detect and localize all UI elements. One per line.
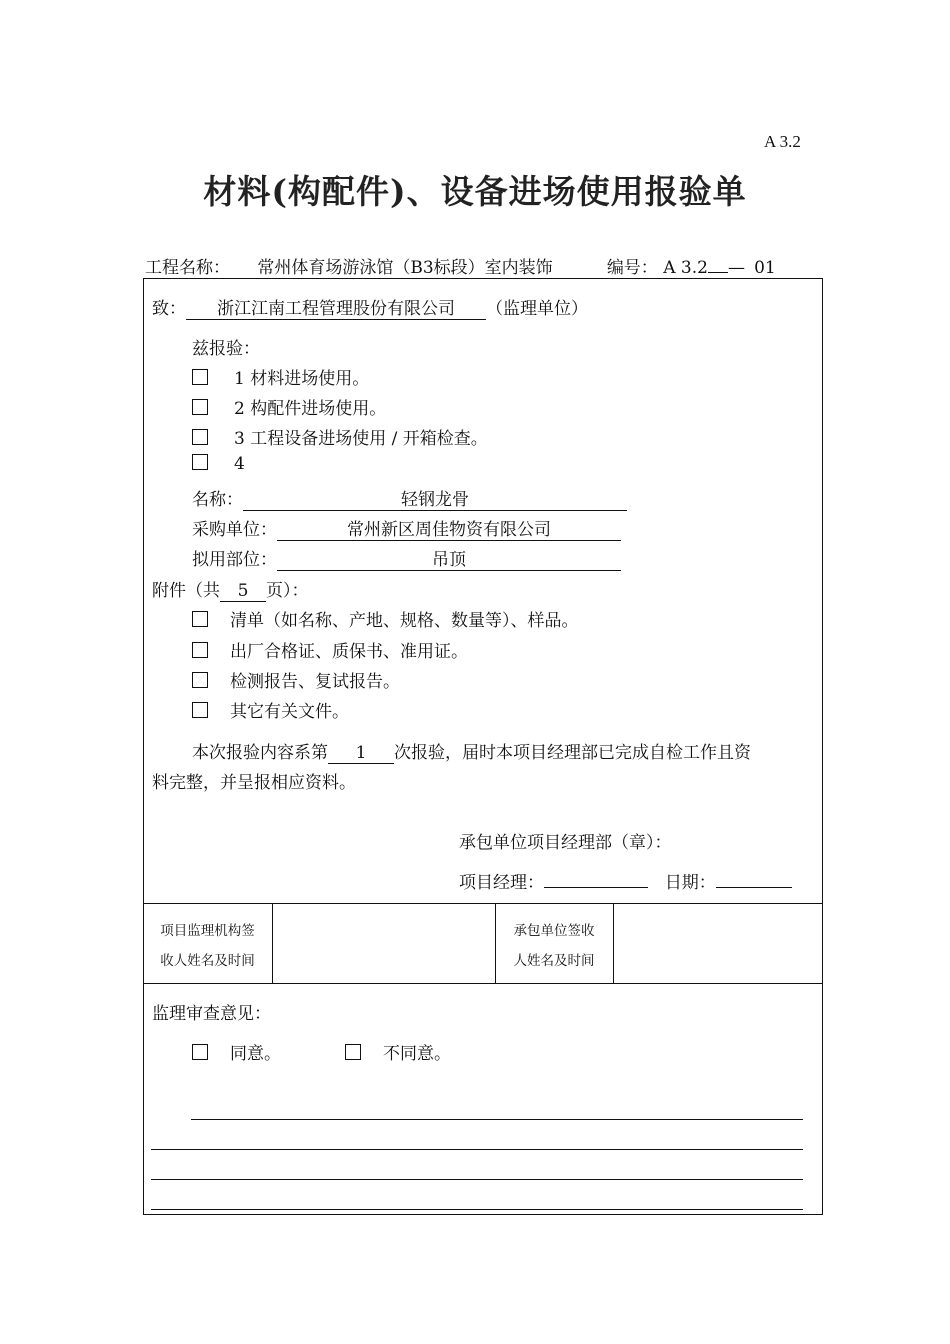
date-label: 日期： xyxy=(664,873,716,893)
attachment-checkbox[interactable] xyxy=(192,702,208,718)
review-agree[interactable] xyxy=(192,1039,281,1064)
submission-number[interactable]: 1 xyxy=(328,743,394,764)
project-label: 工程名称： xyxy=(145,258,230,278)
attachment-report[interactable] xyxy=(192,667,400,692)
contractor-receipt-line-2: 人姓名及时间 xyxy=(513,953,595,969)
page-title: 材料(构配件)、设备进场使用报验单 xyxy=(203,172,747,211)
row-separator-2 xyxy=(143,983,823,984)
submission-prefix: 本次报验内容系第 xyxy=(192,743,328,763)
disagree-checkbox[interactable] xyxy=(345,1044,361,1060)
review-disagree[interactable] xyxy=(345,1039,451,1064)
usage-field xyxy=(192,545,621,571)
to-label: 致： xyxy=(152,299,186,319)
manager-signature[interactable] xyxy=(544,887,648,888)
item-label: 2 构配件进场使用。 xyxy=(234,399,387,419)
date-field[interactable] xyxy=(716,887,792,888)
attachment-label: 检测报告、复试报告。 xyxy=(230,672,400,692)
contractor-dept-label: 承包单位项目经理部（章）： xyxy=(459,833,672,853)
item-material[interactable] xyxy=(192,364,369,389)
attachment-other[interactable] xyxy=(192,697,349,722)
supervisor-receipt-label xyxy=(143,916,272,976)
attachments-count[interactable]: 5 xyxy=(220,581,266,602)
number-label: 编号： xyxy=(606,258,658,278)
review-line-3[interactable] xyxy=(151,1179,803,1180)
item-other[interactable] xyxy=(192,454,245,474)
number-dash: — xyxy=(727,258,745,278)
item-checkbox[interactable] xyxy=(192,369,208,385)
purchaser-label: 采购单位： xyxy=(192,520,277,540)
disagree-label: 不同意。 xyxy=(383,1044,451,1064)
header-line xyxy=(145,253,785,279)
number-value[interactable]: 01 xyxy=(745,258,785,279)
contractor-receipt-label xyxy=(495,916,613,976)
contractor-receipt-line-1: 承包单位签收 xyxy=(513,923,595,939)
form-code: A 3.2 xyxy=(764,132,801,151)
attachment-label: 其它有关文件。 xyxy=(230,702,349,722)
attachment-checkbox[interactable] xyxy=(192,672,208,688)
usage-label: 拟用部位： xyxy=(192,550,277,570)
recipient[interactable]: 浙江江南工程管理股份有限公司 xyxy=(186,299,486,320)
purchaser-field xyxy=(192,515,621,541)
attachment-list[interactable] xyxy=(192,606,579,631)
name-value[interactable]: 轻钢龙骨 xyxy=(243,490,627,511)
review-label: 监理审查意见： xyxy=(152,1004,271,1024)
attachment-label: 清单（如名称、产地、规格、数量等）、样品。 xyxy=(230,611,579,631)
name-label: 名称： xyxy=(192,490,243,510)
manager-label: 项目经理： xyxy=(459,873,544,893)
item-label: 1 材料进场使用。 xyxy=(234,369,370,389)
attachment-checkbox[interactable] xyxy=(192,611,208,627)
agree-checkbox[interactable] xyxy=(192,1044,208,1060)
submission-line-2: 料完整，并呈报相应资料。 xyxy=(152,773,356,793)
item-components[interactable] xyxy=(192,394,386,419)
item-equipment[interactable] xyxy=(192,424,488,449)
manager-date-line xyxy=(459,868,792,893)
to-suffix: （监理单位） xyxy=(486,299,588,319)
attachments-line xyxy=(152,576,309,602)
contractor-receipt-field[interactable] xyxy=(614,904,822,982)
submission-rest: 次报验，届时本项目经理部已完成自检工作且资 xyxy=(394,743,751,763)
supervisor-receipt-field[interactable] xyxy=(273,904,494,982)
intro-text: 兹报验： xyxy=(192,339,260,359)
name-field xyxy=(192,485,627,511)
project-name[interactable]: 常州体育场游泳馆（B3标段）室内装饰 xyxy=(230,258,580,279)
item-checkbox[interactable] xyxy=(192,429,208,445)
agree-label: 同意。 xyxy=(230,1044,281,1064)
supervisor-receipt-line-1: 项目监理机构签 xyxy=(160,923,255,939)
attachments-prefix: 附件（共 xyxy=(152,581,220,601)
review-line-2[interactable] xyxy=(151,1149,803,1150)
review-line-1[interactable] xyxy=(191,1119,803,1120)
review-line-4[interactable] xyxy=(151,1209,803,1210)
attachment-label: 出厂合格证、质保书、准用证。 xyxy=(230,642,468,662)
purchaser-value[interactable]: 常州新区周佳物资有限公司 xyxy=(277,520,621,541)
item-checkbox[interactable] xyxy=(192,399,208,415)
item-label: 3 工程设备进场使用 / 开箱检查。 xyxy=(234,429,488,449)
attachment-certificate[interactable] xyxy=(192,637,468,662)
attachments-suffix: 页）： xyxy=(266,581,309,601)
to-line xyxy=(152,294,588,320)
attachment-checkbox[interactable] xyxy=(192,642,208,658)
supervisor-receipt-line-2: 收人姓名及时间 xyxy=(160,953,255,969)
number-prefix: A 3.2 xyxy=(663,258,708,278)
item-label: 4 xyxy=(234,454,245,474)
item-checkbox[interactable] xyxy=(192,454,208,470)
usage-value[interactable]: 吊顶 xyxy=(277,550,621,571)
submission-line-1 xyxy=(192,738,751,764)
